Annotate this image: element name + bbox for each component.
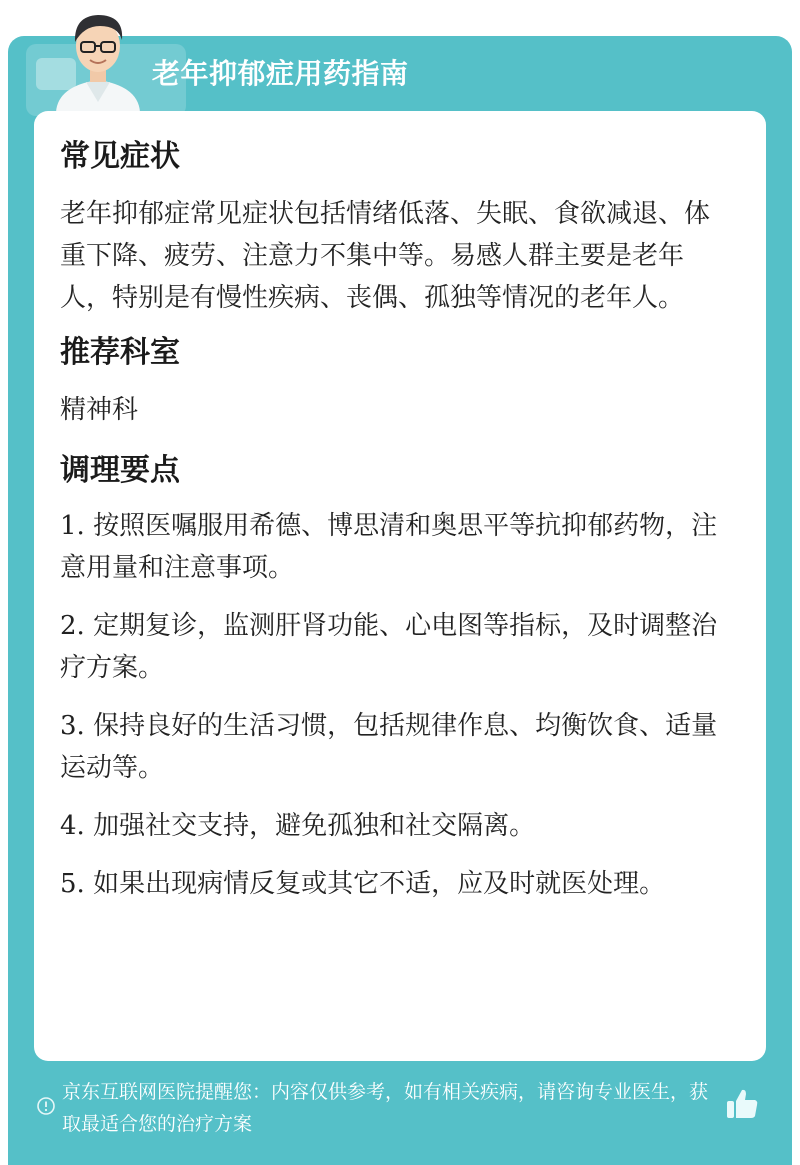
list-item: 1. 按照医嘱服用希德、博思清和奥思平等抗抑郁药物，注意用量和注意事项。 [60, 511, 718, 583]
page-title: 老年抑郁症用药指南 [152, 57, 409, 90]
disclaimer-text: 京东互联网医院提醒您：内容仅供参考，如有相关疾病，请咨询专业医生，获取最适合您的治疗方案 [62, 1081, 709, 1135]
symptoms-title: 常见症状 [60, 139, 180, 174]
department-title: 推荐科室 [60, 335, 180, 370]
info-icon [36, 1096, 56, 1116]
content-card [34, 111, 766, 1061]
department-text: 精神科 [60, 395, 139, 425]
list-item: 2. 定期复诊，监测肝肾功能、心电图等指标，及时调整治疗方案。 [60, 611, 718, 683]
thumbs-up-icon[interactable] [724, 1086, 760, 1122]
list-item: 5. 如果出现病情反复或其它不适，应及时就医处理。 [60, 869, 666, 899]
card-content [60, 135, 730, 921]
symptoms-text: 老年抑郁症常见症状包括情绪低落、失眠、食欲减退、体重下降、疲劳、注意力不集中等。易感人群主要是老年人，特别是有慢性疾病、丧偶、孤独等情况的老年人。 [60, 199, 711, 313]
care-title: 调理要点 [60, 453, 180, 488]
list-item: 3. 保持良好的生活习惯，包括规律作息、均衡饮食、适量运动等。 [60, 711, 718, 783]
list-item: 4. 加强社交支持，避免孤独和社交隔离。 [60, 811, 536, 841]
doctor-avatar [48, 6, 148, 112]
